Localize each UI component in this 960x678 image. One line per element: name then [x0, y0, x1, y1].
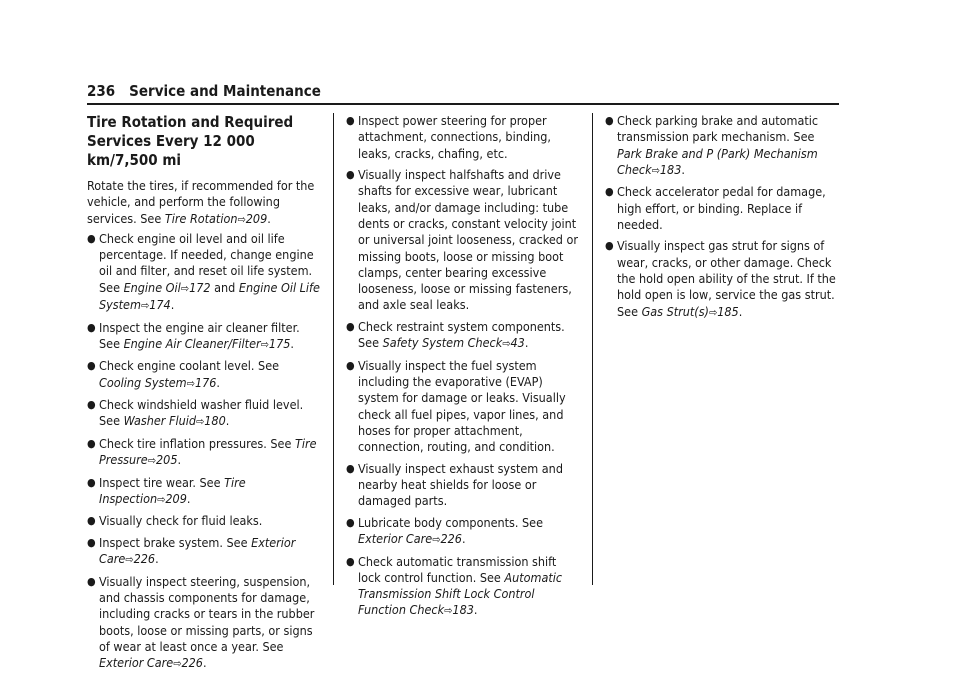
- list-item: [346, 358, 582, 456]
- cross-reference[interactable]: Safety System Check: [382, 335, 503, 351]
- page-arrow-icon: ⇨: [651, 163, 660, 177]
- cross-reference[interactable]: Gas Strut(s): [641, 303, 709, 319]
- item-text: Lubricate body components. See: [358, 514, 544, 530]
- column-divider: [333, 113, 334, 585]
- bullet-icon: ●: [346, 461, 355, 475]
- item-text: .: [290, 335, 294, 351]
- item-text: Inspect power steering for proper attachment, connections, binding, leaks, cracks, chafing, etc.: [358, 113, 551, 161]
- page-arrow-icon: ⇨: [140, 299, 150, 313]
- page-reference[interactable]: 205: [156, 452, 178, 468]
- item-text: Visually inspect steering, suspension, and chassis components for damage, including cracks or tears in the rubber boots, loose or missing parts, or signs of wear at least once a year. See: [99, 573, 315, 654]
- cross-reference[interactable]: Park Brake and P (Park) Mechanism Check: [617, 145, 818, 177]
- list-item: [87, 535, 323, 569]
- item-text: Check tire inflation pressures. See: [99, 435, 295, 451]
- list-item: [346, 515, 582, 549]
- bullet-icon: ●: [87, 535, 96, 549]
- item-text: Visually inspect halfshafts and drive shafts for excessive wear, lubricant leaks, and/or damage including: tube dents or cracks, constant velocity joint or universal joint looseness, cracked or missing boots, loose or missing boot clamps, center bearing excessive looseness, loose or missing fasteners, and axle seal leaks.: [358, 167, 578, 313]
- page-reference[interactable]: 183: [659, 161, 682, 177]
- bullet-icon: ●: [346, 114, 355, 127]
- item-text: Check restraint system components. See: [358, 318, 565, 351]
- bullet-icon: ●: [346, 168, 355, 182]
- item-text: Check accelerator pedal for damage, high effort, or binding. Replace if needed.: [617, 184, 826, 232]
- page-reference[interactable]: 183: [452, 602, 474, 618]
- item-text: .: [170, 297, 175, 313]
- cross-reference[interactable]: Tire Pressure: [99, 435, 317, 468]
- bullet-icon: ●: [87, 475, 96, 489]
- page-reference[interactable]: 226: [133, 551, 156, 567]
- item-text: .: [473, 602, 478, 618]
- list-item: [346, 461, 582, 510]
- cross-reference[interactable]: Tire Inspection: [99, 474, 246, 506]
- cross-reference[interactable]: Exterior Care: [99, 534, 296, 567]
- page-reference[interactable]: 226: [181, 655, 203, 671]
- list-item: [346, 113, 582, 162]
- item-text: .: [461, 531, 466, 547]
- section-heading: Tire Rotation and Required Services Every 12 000 km/7,500 mi: [87, 113, 294, 169]
- list-item: [346, 167, 582, 314]
- page-reference[interactable]: 43: [510, 335, 525, 351]
- cross-reference[interactable]: Automatic Transmission Shift Lock Control Function Check: [358, 569, 563, 618]
- item-text: .: [681, 161, 685, 177]
- item-text: .: [186, 490, 191, 506]
- page-arrow-icon: ⇨: [125, 553, 134, 567]
- page-reference[interactable]: 172: [189, 279, 211, 295]
- service-list: [605, 113, 841, 321]
- page-reference[interactable]: 175: [268, 335, 291, 351]
- list-item: [87, 320, 323, 354]
- bullet-icon: ●: [87, 398, 96, 412]
- item-text: Visually check for fluid leaks.: [99, 513, 263, 529]
- item-text: Inspect tire wear. See: [99, 474, 225, 490]
- item-text: Inspect the engine air cleaner filter. See: [99, 319, 300, 351]
- page-reference[interactable]: 185: [717, 303, 739, 319]
- service-list: [87, 231, 323, 673]
- page-arrow-icon: ⇨: [708, 305, 718, 319]
- item-text: .: [216, 374, 220, 390]
- cross-reference[interactable]: Engine Oil: [123, 279, 181, 295]
- running-header: [87, 82, 321, 100]
- bullet-icon: ●: [87, 320, 96, 334]
- item-text: .: [177, 452, 182, 468]
- list-item: [87, 231, 323, 314]
- list-item: [87, 397, 323, 431]
- list-item: [346, 319, 582, 353]
- item-text: Check engine coolant level. See: [99, 358, 280, 374]
- page-number: 236: [87, 82, 116, 100]
- item-text: and: [210, 279, 239, 295]
- list-item: [605, 113, 841, 179]
- page-reference[interactable]: 180: [204, 413, 226, 429]
- bullet-icon: ●: [87, 359, 96, 373]
- page-reference[interactable]: 209: [165, 490, 187, 506]
- page-reference[interactable]: 176: [194, 374, 217, 390]
- cross-reference[interactable]: Exterior Care: [358, 531, 433, 547]
- column-2: [346, 113, 582, 625]
- list-item: [346, 554, 582, 620]
- item-text: Visually inspect exhaust system and nearby heat shields for loose or damaged parts.: [358, 460, 563, 509]
- page-arrow-icon: ⇨: [260, 337, 269, 351]
- bullet-icon: ●: [87, 436, 96, 450]
- column-1: [87, 113, 323, 678]
- list-item: [605, 238, 841, 320]
- page-arrow-icon: ⇨: [237, 212, 246, 226]
- item-text: Check parking brake and automatic transmission park mechanism. See: [617, 113, 819, 145]
- bullet-icon: ●: [346, 554, 355, 568]
- page-arrow-icon: ⇨: [157, 492, 166, 506]
- section-title: Service and Maintenance: [129, 82, 321, 100]
- cross-reference[interactable]: Exterior Care: [99, 655, 174, 671]
- cross-reference[interactable]: Engine Air Cleaner/Filter: [123, 335, 261, 351]
- header-rule: [87, 103, 839, 105]
- page-arrow-icon: ⇨: [147, 454, 157, 468]
- list-item: [87, 358, 323, 392]
- list-item: [605, 184, 841, 233]
- item-text: Visually inspect gas strut for signs of wear, cracks, or other damage. Check the hold open ability of the strut. If the hold open is low, service the gas strut. See: [617, 238, 836, 319]
- bullet-icon: ●: [87, 514, 96, 528]
- page-arrow-icon: ⇨: [195, 415, 205, 429]
- cross-reference[interactable]: Engine Oil Life System: [99, 279, 320, 313]
- list-item: [87, 574, 323, 673]
- column-divider: [592, 113, 593, 585]
- bullet-icon: ●: [346, 319, 355, 333]
- item-text: Check engine oil level and oil life percentage. If needed, change engine oil and filter, and reset oil life system. See: [99, 230, 314, 295]
- item-text: .: [524, 335, 529, 351]
- page-reference[interactable]: 226: [440, 531, 462, 547]
- list-item: [87, 475, 323, 509]
- cross-reference[interactable]: Washer Fluid: [123, 413, 196, 429]
- item-text: .: [225, 413, 230, 429]
- page-arrow-icon: ⇨: [444, 604, 453, 618]
- page-arrow-icon: ⇨: [180, 281, 190, 295]
- item-text: Visually inspect the fuel system including the evaporative (EVAP) system for damage or leaks. Visually check all fuel pipes, vapor lines, and hoses for proper attachment, connection, routing, and condition.: [358, 357, 566, 455]
- page-reference[interactable]: 209: [245, 210, 268, 226]
- item-text: .: [202, 655, 207, 671]
- bullet-icon: ●: [605, 185, 614, 199]
- page-arrow-icon: ⇨: [186, 376, 195, 390]
- bullet-icon: ●: [346, 515, 355, 529]
- intro-paragraph: Rotate the tires, if recommended for the vehicle, and perform the following services. See Tire Rotation⇨209.: [87, 178, 315, 226]
- list-item: [87, 436, 323, 470]
- item-text: Check automatic transmission shift lock control function. See: [358, 553, 557, 585]
- page-arrow-icon: ⇨: [432, 533, 441, 547]
- bullet-icon: ●: [605, 239, 614, 253]
- list-item: [87, 513, 323, 529]
- item-text: .: [155, 551, 159, 567]
- item-text: Check windshield washer fluid level. See: [99, 397, 304, 429]
- page-reference[interactable]: 174: [149, 297, 171, 313]
- service-list: [346, 113, 582, 620]
- item-text: Inspect brake system. See: [99, 534, 252, 550]
- cross-reference[interactable]: Cooling System: [99, 374, 187, 390]
- page-arrow-icon: ⇨: [173, 657, 182, 671]
- column-3: [605, 113, 841, 326]
- item-text: .: [738, 303, 743, 319]
- bullet-icon: ●: [87, 574, 96, 588]
- bullet-icon: ●: [605, 114, 614, 127]
- page-arrow-icon: ⇨: [502, 337, 511, 351]
- bullet-icon: ●: [87, 231, 96, 245]
- cross-reference[interactable]: Tire Rotation: [164, 210, 238, 226]
- bullet-icon: ●: [346, 358, 355, 372]
